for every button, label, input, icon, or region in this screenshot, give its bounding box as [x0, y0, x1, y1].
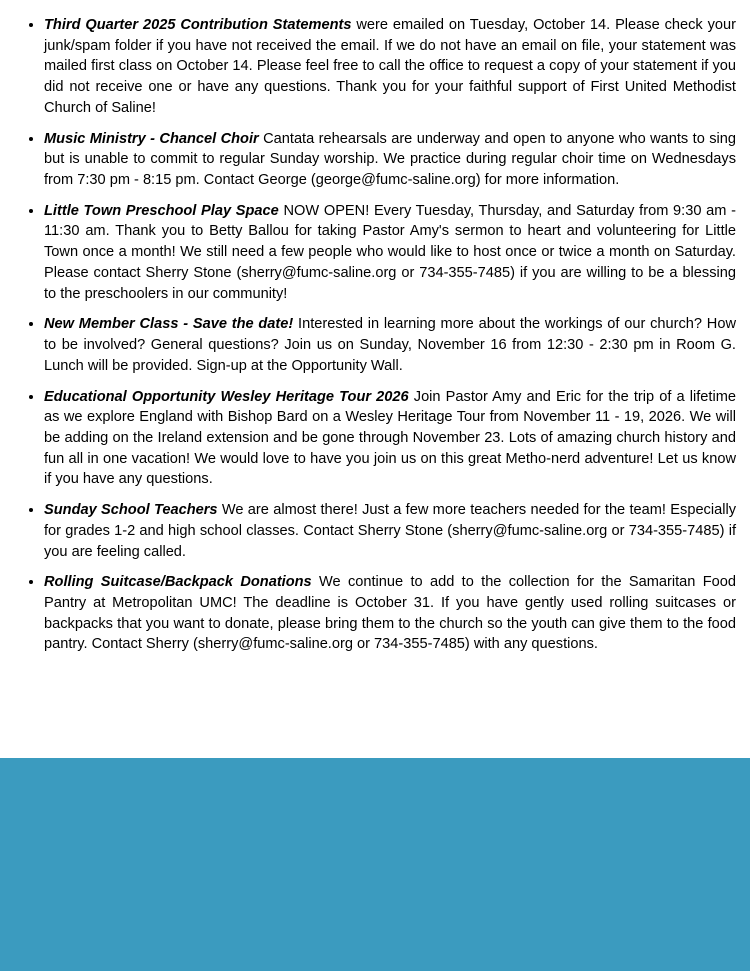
announcement-title: Little Town Preschool Play Space: [44, 202, 279, 219]
footer-color-band: [0, 758, 750, 971]
announcement-title: Sunday School Teachers: [44, 502, 218, 519]
announcement-title: New Member Class - Save the date!: [44, 316, 294, 333]
announcement-body: Cantata rehearsals are underway and open to anyone who wants to sing but is unable to commit to regular Sunday worship. We practice during regular choir time on Wednesdays from 7:30 pm - 8:15 pm. Contact George (george@fumc-saline.org) for more information.: [44, 130, 736, 189]
list-item: [44, 386, 736, 491]
announcement-title: Third Quarter 2025 Contribution Statements: [44, 17, 352, 33]
list-item: [44, 571, 736, 655]
announcement-body: Join Pastor Amy and Eric for the trip of a lifetime as we explore England with Bishop Bard on a Wesley Heritage Tour from November 11 - 19, 2026. We will be adding on the Ireland extension and be gone through November 23. Lots of amazing church history and fun all in one vacation! We would love to have you join us on this great Metho-nerd adventure! Let us know if you have any questions.: [44, 388, 736, 488]
announcement-title: Educational Opportunity Wesley Heritage Tour 2026: [44, 388, 409, 405]
list-item: [44, 14, 736, 119]
announcement-body: were emailed on Tuesday, October 14. Please check your junk/spam folder if you have not received the email. If we do not have an email on file, your statement was mailed first class on October 14. Please feel free to call the office to request a copy of your statement if you did not receive one or have any questions. Thank you for your faithful support of First United Methodist Church of Saline!: [44, 17, 736, 116]
announcement-title: Rolling Suitcase/Backpack Donations: [44, 574, 312, 591]
announcement-body: We are almost there! Just a few more teachers needed for the team! Especially for grades 1-2 and high school classes. Contact Sherry Stone (sherry@fumc-saline.org or 734-355-7485) if you are feeling called.: [44, 502, 736, 560]
announcement-title: Music Ministry - Chancel Choir: [44, 130, 259, 147]
list-item: [44, 313, 736, 376]
announcement-body: Interested in learning more about the workings of our church? How to be involved? General questions? Join us on Sunday, November 16 from 12:30 - 2:30 pm in Room G. Lunch will be provided. Sign-up at the Opportunity Wall.: [44, 316, 736, 374]
list-item: [44, 499, 736, 562]
list-item: [44, 128, 736, 191]
list-item: [44, 200, 736, 305]
announcement-body: We continue to add to the collection for the Samaritan Food Pantry at Metropolitan UMC! The deadline is October 31. If you have gently used rolling suitcases or backpacks that you want to donate, please bring them to the church so the youth can give them to the food pantry. Contact Sherry (sherry@fumc-saline.org or 734-355-7485) with any questions.: [44, 574, 736, 653]
announcement-body: NOW OPEN! Every Tuesday, Thursday, and Saturday from 9:30 am - 11:30 am. Thank you to Betty Ballou for taking Pastor Amy's sermon to heart and volunteering for Little Town once a month! We still need a few people who would like to host once or twice a month on Saturday. Please contact Sherry Stone (sherry@fumc-saline.org or 734-355-7485) if you are willing to be a blessing to the preschoolers in our community!: [44, 202, 736, 302]
